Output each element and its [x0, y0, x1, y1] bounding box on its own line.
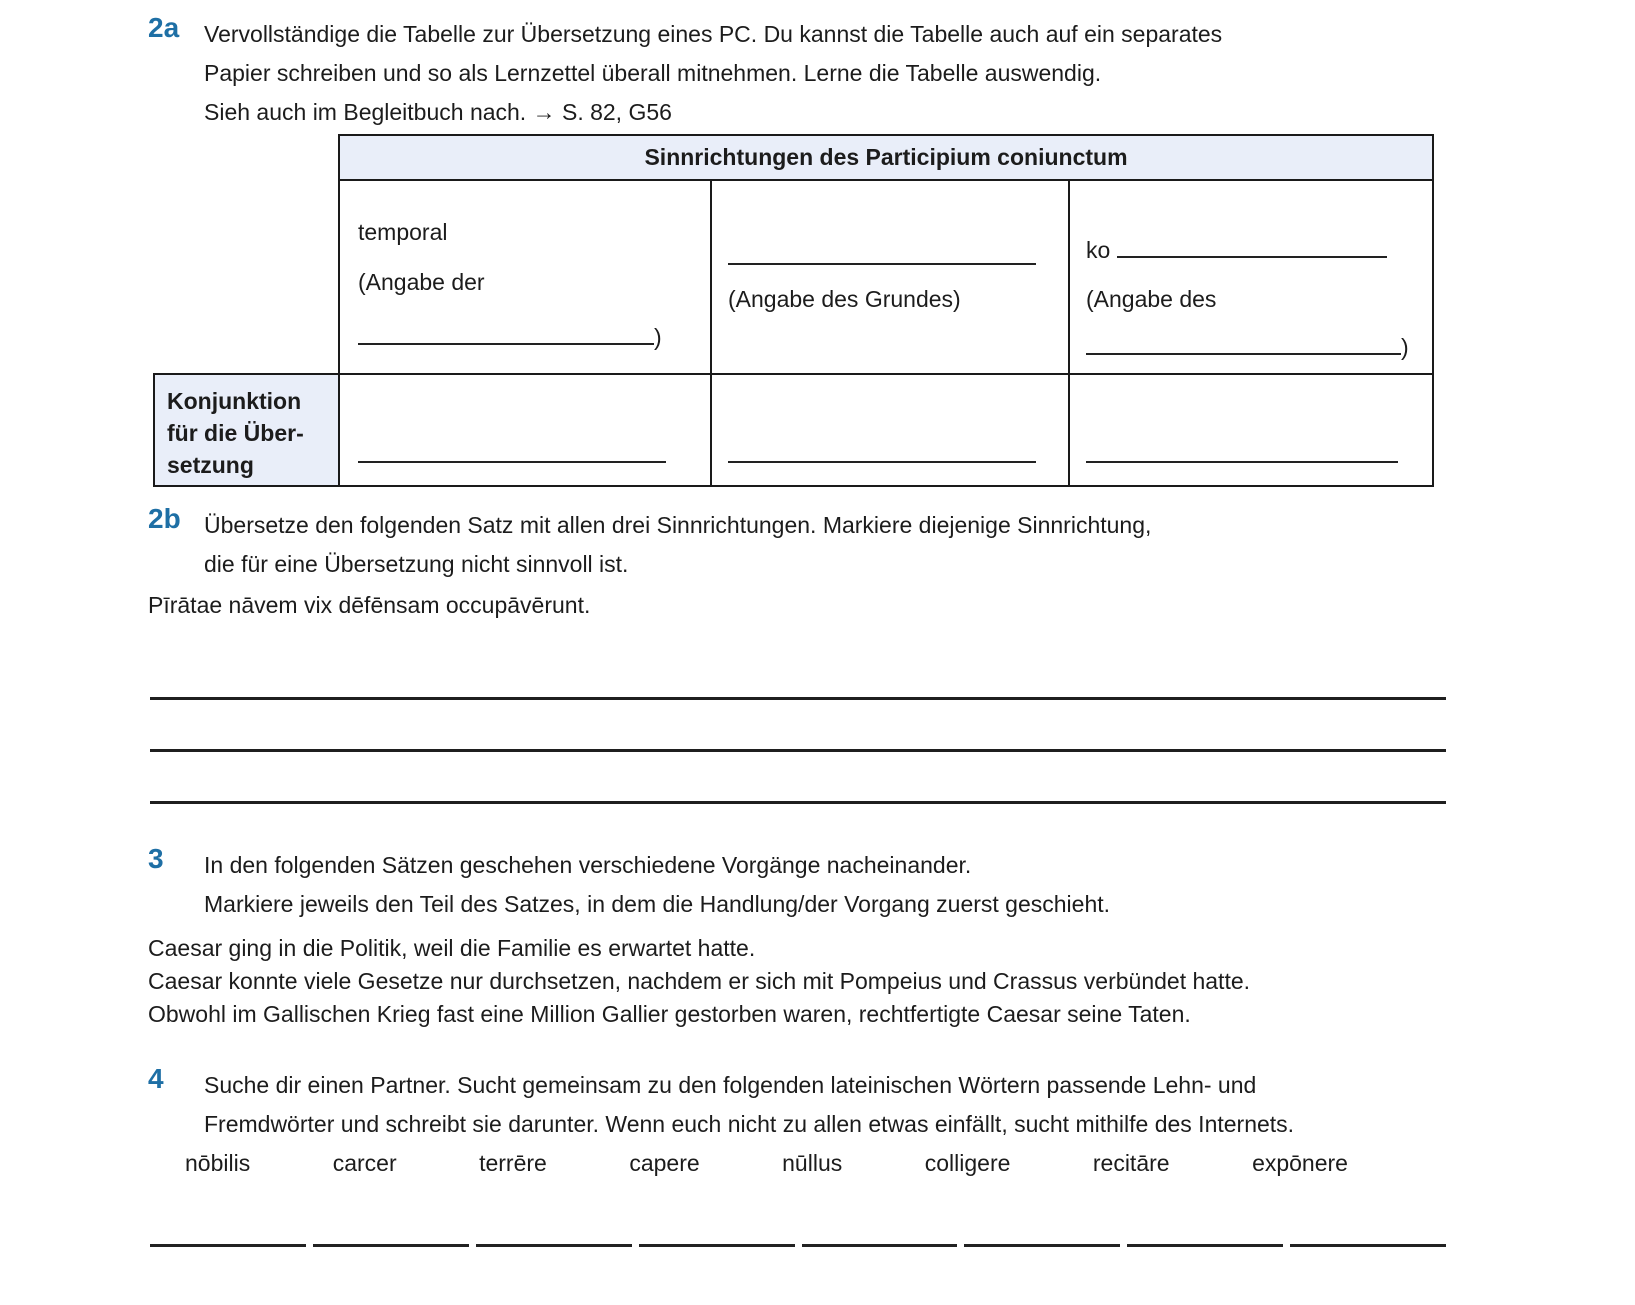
task-4-number: 4 — [148, 1063, 164, 1094]
fill-in-blank — [728, 243, 1036, 265]
latin-word: nūllus — [782, 1150, 843, 1176]
task-3 — [148, 843, 1110, 924]
temporal-keyword: temporal — [358, 219, 448, 245]
latin-sentence: Pīrātae nāvem vix dēfēnsam occupāvērunt. — [148, 592, 591, 618]
task-2a — [148, 12, 1222, 132]
latin-word: capere — [629, 1150, 700, 1176]
task-2a-line-2: Papier schreiben und so als Lernzettel überall mitnehmen. Lerne die Tabelle auswendig. — [204, 60, 1102, 86]
fill-in-blank — [358, 323, 654, 345]
temporal-blank-row — [358, 323, 662, 351]
latin-word: nōbilis — [185, 1150, 251, 1176]
task-4-line-2: Fremdwörter und schreibt sie darunter. Wenn euch nicht zu allen etwas einfällt, sucht mithilfe des Internets. — [204, 1111, 1295, 1137]
task-2b-line-1: Übersetze den folgenden Satz mit allen drei Sinnrichtungen. Markiere diejenige Sinnrichtung, — [204, 512, 1152, 538]
close-paren: ) — [654, 324, 662, 350]
latin-word: recitāre — [1092, 1150, 1170, 1176]
writing-line — [150, 801, 1446, 804]
row-header-line-3: setzung — [167, 452, 254, 478]
konjunktion-cell-temporal — [338, 373, 712, 487]
fill-in-blank — [1127, 1222, 1283, 1247]
fill-in-blank — [802, 1222, 958, 1247]
konzessiv-hint: (Angabe des — [1086, 286, 1217, 312]
sentence-2: Caesar konnte viele Gesetze nur durchsetzen, nachdem er sich mit Pompeius und Crassus verbündet hatte. — [148, 968, 1251, 994]
konjunktion-blank-row — [728, 441, 1036, 469]
task-3-sentences — [148, 932, 1250, 1031]
task-3-instructions — [204, 843, 1110, 924]
temporal-hint: (Angabe der — [358, 269, 485, 295]
konjunktion-blank-row — [358, 441, 666, 469]
fill-in-blank — [150, 1222, 306, 1247]
konzessiv-keyword-row — [1086, 236, 1387, 264]
writing-line — [150, 749, 1446, 752]
table-title: Sinnrichtungen des Participium coniunctum — [644, 144, 1128, 170]
task-2b-line-2: die für eine Übersetzung nicht sinnvoll ist. — [204, 551, 629, 577]
konzessiv-prefix: ko — [1086, 237, 1111, 263]
close-paren: ) — [1401, 334, 1409, 360]
table-title-cell — [338, 134, 1434, 181]
sentence-1: Caesar ging in die Politik, weil die Familie es erwartet hatte. — [148, 935, 756, 961]
fill-in-blank — [1290, 1222, 1446, 1247]
task-2a-instructions — [204, 12, 1222, 132]
task-3-number: 3 — [148, 843, 164, 874]
fill-in-blank — [1086, 441, 1398, 463]
answer-blanks-row — [150, 1222, 1446, 1247]
latin-word: terrēre — [479, 1150, 547, 1176]
konjunktion-cell-kausal — [710, 373, 1070, 487]
latin-word: colligere — [924, 1150, 1011, 1176]
pc-sinnrichtungen-table — [153, 134, 1434, 487]
kausal-hint: (Angabe des Grundes) — [728, 286, 961, 312]
fill-in-blank — [358, 441, 666, 463]
task-4-line-1: Suche dir einen Partner. Sucht gemeinsam zu den folgenden lateinischen Wörtern passende Lehn- und — [204, 1072, 1257, 1098]
task-2b-number: 2b — [148, 503, 181, 534]
fill-in-blank — [964, 1222, 1120, 1247]
task-3-line-1: In den folgenden Sätzen geschehen verschiedene Vorgänge nacheinander. — [204, 852, 972, 878]
table-cell-temporal — [338, 179, 712, 375]
task-2b — [148, 503, 1151, 584]
konjunktion-blank-row — [1086, 441, 1398, 469]
konjunktion-cell-konzessiv — [1068, 373, 1434, 487]
latin-word: expōnere — [1252, 1150, 1348, 1176]
task-2a-line-1: Vervollständige die Tabelle zur Übersetzung eines PC. Du kannst die Tabelle auch auf ein separates — [204, 21, 1223, 47]
latin-word-row — [185, 1150, 1348, 1177]
row-header-line-1: Konjunktion — [167, 388, 302, 414]
table-cell-kausal — [710, 179, 1070, 375]
fill-in-blank — [313, 1222, 469, 1247]
kausal-blank-row — [728, 243, 1036, 271]
table-row-header — [153, 373, 340, 487]
task-2b-instructions — [204, 503, 1151, 584]
task-2a-line-3: Sieh auch im Begleitbuch nach. → S. 82, G56 — [204, 99, 672, 125]
latin-word: carcer — [332, 1150, 397, 1176]
task-2a-number: 2a — [148, 12, 180, 43]
row-header-line-2: für die Über- — [167, 420, 304, 446]
fill-in-blank — [728, 441, 1036, 463]
task-3-line-2: Markiere jeweils den Teil des Satzes, in dem die Handlung/der Vorgang zuerst geschieht. — [204, 891, 1111, 917]
task-4-instructions — [204, 1063, 1294, 1144]
sentence-3: Obwohl im Gallischen Krieg fast eine Million Gallier gestorben waren, rechtfertigte Caesar seine Taten. — [148, 1001, 1191, 1027]
writing-line — [150, 697, 1446, 700]
konzessiv-blank-row — [1086, 333, 1409, 361]
fill-in-blank — [1086, 333, 1401, 355]
fill-in-blank — [639, 1222, 795, 1247]
fill-in-blank — [1117, 236, 1387, 258]
fill-in-blank — [476, 1222, 632, 1247]
task-4 — [148, 1063, 1294, 1144]
table-cell-konzessiv — [1068, 179, 1434, 375]
